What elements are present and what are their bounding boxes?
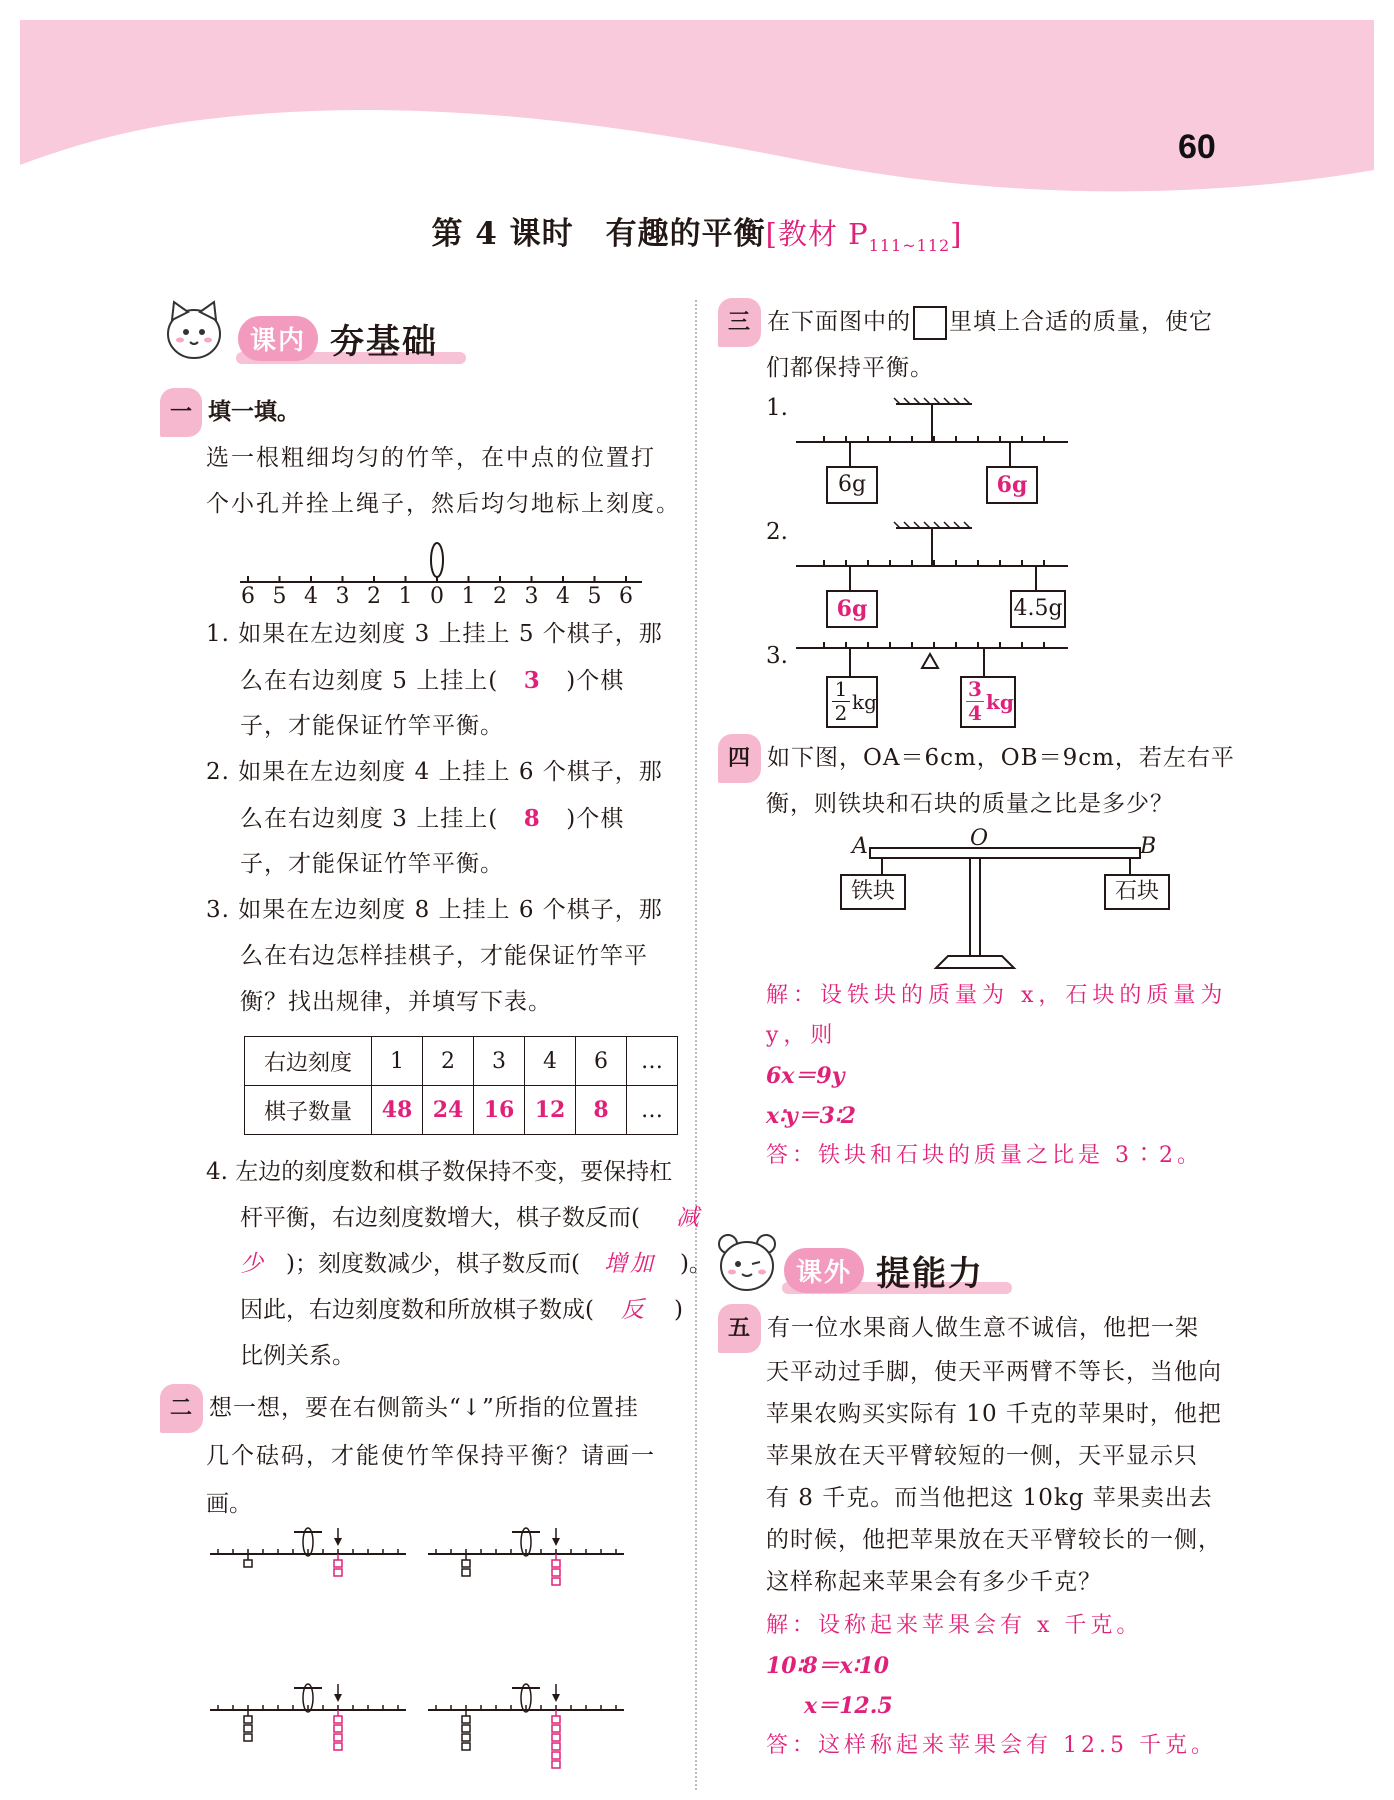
- q1-item1-line1: 1. 如果在左边刻度 3 上挂上 5 个棋子，那: [206, 621, 663, 647]
- answer-weight-block: [334, 1569, 342, 1576]
- weight-block: [244, 1734, 252, 1741]
- q3-fig3-left-fraction: [832, 678, 850, 725]
- q1-item4-text-c: )；刻度数减少，棋子数反而(: [286, 1251, 580, 1277]
- q3-fig3-right-unit: kg: [986, 690, 1014, 714]
- q1-item1-line2: [240, 658, 624, 704]
- q1-item2-text-a: 么在右边刻度 3 上挂上(: [240, 806, 499, 832]
- weight-block: [462, 1725, 470, 1732]
- q1-item4-text-a: 杆平衡，右边刻度数增大，棋子数反而(: [240, 1205, 640, 1231]
- q5-line3: 苹果农购买实际有 10 千克的苹果时，他把: [766, 1401, 1222, 1427]
- q3-fig1-left-weight: 6g: [826, 466, 878, 504]
- q2-number: 二: [160, 1384, 203, 1433]
- scale-label: 4: [304, 584, 318, 609]
- table-answer-cell: 8: [576, 1086, 627, 1135]
- weight-block: [462, 1569, 470, 1576]
- q5-text-1: 有一位水果商人做生意不诚信，他把一架: [767, 1315, 1200, 1341]
- q4-number: 四: [718, 734, 761, 783]
- scale-label: 1: [461, 584, 476, 609]
- scale-label: 6: [619, 584, 633, 609]
- q1-item4-line5: 比例关系。: [240, 1343, 355, 1369]
- answer-weight-block: [552, 1716, 560, 1723]
- table-cell: …: [627, 1086, 678, 1135]
- q3-fig2-label: 2.: [766, 519, 788, 545]
- weight-block: [244, 1725, 252, 1732]
- q3-fig3-left-numerator: 1: [832, 678, 850, 702]
- scale-label: 5: [587, 584, 602, 609]
- q1-item1-text-b: )个棋: [566, 668, 625, 694]
- scale-label: 3: [335, 584, 350, 609]
- q4-solution-line2: y，则: [766, 1023, 838, 1048]
- answer-weight-block: [334, 1716, 342, 1723]
- arrow-head: [552, 1538, 560, 1546]
- q5-line4: 苹果放在天平臂较短的一侧，天平显示只: [766, 1443, 1198, 1469]
- q1-item3-line2: 么在右边怎样挂棋子，才能保证竹竿平: [240, 943, 648, 969]
- q1-item3-line3: 衡？找出规律，并填写下表。: [240, 989, 552, 1015]
- q5-answer: 答：这样称起来苹果会有 12.5 千克。: [766, 1733, 1217, 1758]
- q2-text-1: 想一想，要在右侧箭头“↓”所指的位置挂: [209, 1395, 639, 1421]
- q3-fig3-right-fraction: [966, 678, 984, 725]
- weight-block: [462, 1716, 470, 1723]
- arrow-head: [334, 1538, 342, 1546]
- q3-fig3-left-unit: kg: [852, 690, 877, 714]
- lesson-title: [0, 208, 1394, 255]
- bear-mascot-icon: [712, 1228, 782, 1298]
- answer-weight-block: [552, 1743, 560, 1750]
- q2-line3: 画。: [206, 1491, 252, 1517]
- q1-item4-line3: [240, 1242, 712, 1287]
- q2-line1: [160, 1384, 639, 1433]
- q1-item2-line1: 2. 如果在左边刻度 4 上挂上 6 个棋子，那: [206, 759, 663, 785]
- q4-text-1: 如下图，OA＝6cm，OB＝9cm，若左右平: [767, 745, 1235, 771]
- q3-text-b: 里填上合适的质量，使它: [949, 309, 1214, 335]
- answer-weight-block: [552, 1725, 560, 1732]
- column-divider: [695, 300, 697, 1790]
- lever-table: [244, 1036, 678, 1135]
- table-cell: 3: [474, 1037, 525, 1086]
- q1-item4-text-e: 因此，右边刻度数和所放棋子数成(: [240, 1297, 594, 1323]
- q5-line6: 的时候，他把苹果放在天平臂较长的一侧，: [766, 1527, 1222, 1553]
- lesson-title-text: 第 4 课时 有趣的平衡: [431, 216, 766, 252]
- cat-mascot-icon: [158, 298, 228, 368]
- weight-block: [244, 1560, 252, 1567]
- q4-solution: [766, 976, 1246, 1176]
- q3-line1: [718, 298, 1213, 347]
- q4-lever-figure: [840, 840, 1170, 980]
- table-cell: 2: [423, 1037, 474, 1086]
- q4-line2: 衡，则铁块和石块的质量之比是多少？: [766, 791, 1174, 817]
- textbook-ref: [765, 217, 963, 255]
- answer-weight-block: [334, 1743, 342, 1750]
- arrow-head: [552, 1694, 560, 1702]
- section-title: 提能力: [876, 1254, 985, 1294]
- q1-item4-answer3: 反: [620, 1297, 647, 1323]
- section-badge-basic: [238, 314, 438, 363]
- table-row-head: 右边刻度: [245, 1037, 372, 1086]
- q3-text-a: 在下面图中的: [767, 309, 912, 335]
- q1-heading: [160, 388, 300, 437]
- section-title: 夯基础: [330, 322, 439, 362]
- scale-label: 4: [556, 584, 570, 609]
- table-cell: 4: [525, 1037, 576, 1086]
- scale-label: 2: [367, 584, 381, 609]
- scale-label: 6: [241, 584, 255, 609]
- answer-weight-block: [552, 1734, 560, 1741]
- q4-line1: [718, 734, 1235, 783]
- q1-item4-answer1a: 减: [675, 1205, 702, 1231]
- answer-weight-block: [552, 1569, 560, 1576]
- q1-item2-answer: 8: [523, 805, 541, 832]
- q1-item2-line3: 子，才能保证竹竿平衡。: [240, 851, 504, 877]
- q5-solution-line1: 解：设称起来苹果会有 x 千克。: [766, 1613, 1143, 1638]
- q2-figure-3: [210, 1686, 410, 1786]
- header-band: [0, 0, 1394, 200]
- q1-item4-answer1b: 少: [240, 1251, 266, 1277]
- q1-intro-1: 选一根粗细均匀的竹竿，在中点的位置打: [206, 445, 656, 471]
- q3-fig2-left-weight: 6g: [826, 590, 878, 628]
- q4-iron-block: 铁块: [840, 874, 906, 910]
- textbook-ref-pages: 111~112: [868, 235, 951, 255]
- q4-point-a: A: [852, 834, 868, 859]
- answer-weight-block: [334, 1725, 342, 1732]
- q4-solution-line1: 解：设铁块的质量为 x，石块的质量为: [766, 983, 1228, 1008]
- q3-fig1-label: 1.: [766, 395, 788, 421]
- q4-stone-block: 石块: [1104, 874, 1170, 910]
- q1-item3-line1: 3. 如果在左边刻度 8 上挂上 6 个棋子，那: [206, 897, 663, 923]
- scale-label: 3: [524, 584, 539, 609]
- q3-fig3-right-numerator: 3: [966, 678, 984, 702]
- weight-block: [462, 1560, 470, 1567]
- table-answer-cell: 48: [372, 1086, 423, 1135]
- q2-figure-1: [210, 1530, 410, 1600]
- q1-item2-line2: [240, 796, 624, 842]
- q5-solution: [766, 1606, 1246, 1766]
- answer-weight-block: [334, 1734, 342, 1741]
- q3-fig1-right-weight: 6g: [986, 466, 1038, 504]
- q3-fig3-right-denominator: 4: [968, 701, 982, 725]
- q3-fig3-label: 3.: [766, 643, 788, 669]
- scale-label: 5: [272, 584, 287, 609]
- q5-line7: 这样称起来苹果会有多少千克？: [766, 1569, 1102, 1595]
- page-number: 60: [1178, 128, 1216, 166]
- q1-item4-line4: [240, 1288, 683, 1333]
- q3-fig3-left-denominator: 2: [834, 701, 848, 725]
- table-row-head: 棋子数量: [245, 1086, 372, 1135]
- q1-item4-answer2: 增加: [603, 1251, 656, 1277]
- section-pill: 课内: [238, 316, 318, 361]
- weight-block: [462, 1743, 470, 1750]
- q5-number: 五: [718, 1304, 761, 1353]
- textbook-ref-suffix: ]: [950, 217, 963, 251]
- q1-item1-line3: 子，才能保证竹竿平衡。: [240, 713, 504, 739]
- q1-title: 填一填。: [208, 399, 301, 425]
- q5-line2: 天平动过手脚，使天平两臂不等长，当他向: [766, 1359, 1222, 1385]
- weight-block: [244, 1716, 252, 1723]
- section-badge-extend: [784, 1246, 984, 1295]
- q1-item4-text-d: )。: [679, 1251, 712, 1277]
- q4-point-b: B: [1140, 834, 1157, 859]
- table-row: [245, 1086, 678, 1135]
- q3-fig3-left-weight: [826, 676, 878, 728]
- answer-weight-block: [552, 1752, 560, 1759]
- weight-block: [462, 1734, 470, 1741]
- q4-point-o: O: [970, 826, 989, 851]
- q1-item1-text-a: 么在右边刻度 5 上挂上(: [240, 668, 499, 694]
- q1-item4-line1: 4. 左边的刻度数和棋子数保持不变，要保持杠: [206, 1159, 673, 1185]
- table-answer-cell: 16: [474, 1086, 525, 1135]
- q2-line2: 几个砝码，才能使竹竿保持平衡？请画一: [206, 1443, 656, 1469]
- scale-label: 1: [398, 584, 413, 609]
- q4-equation2: x∶y＝3∶2: [766, 1103, 856, 1129]
- q2-figure-2: [428, 1530, 628, 1600]
- q2-figure-4: [428, 1686, 628, 1786]
- q1-item4-text-f: ): [673, 1297, 683, 1323]
- section-pill: 课外: [784, 1248, 864, 1293]
- table-cell: 1: [372, 1037, 423, 1086]
- arrow-head: [334, 1694, 342, 1702]
- q1-number: 一: [160, 388, 202, 437]
- q5-equation1: 10∶8＝x∶10: [766, 1653, 890, 1679]
- q1-intro-2: 个小孔并拴上绳子，然后均匀地标上刻度。: [206, 491, 681, 517]
- q5-equation2: x＝12.5: [804, 1693, 893, 1719]
- q3-fig2-right-weight: 4.5g: [1010, 590, 1066, 628]
- table-cell: …: [627, 1037, 678, 1086]
- table-answer-cell: 24: [423, 1086, 474, 1135]
- table-cell: 6: [576, 1037, 627, 1086]
- q4-answer: 答：铁块和石块的质量之比是 3∶2。: [766, 1143, 1203, 1168]
- q4-equation1: 6x＝9y: [766, 1063, 845, 1089]
- scale-label: 2: [493, 584, 507, 609]
- blank-box-icon: [913, 306, 947, 340]
- q3-line2: 们都保持平衡。: [766, 355, 934, 381]
- answer-weight-block: [334, 1560, 342, 1567]
- q1-item4-line2: [240, 1196, 702, 1241]
- answer-weight-block: [552, 1578, 560, 1585]
- q3-number: 三: [718, 298, 761, 347]
- q3-figure-3: [796, 640, 1076, 680]
- table-row: [245, 1037, 678, 1086]
- q3-fig3-right-weight: [960, 676, 1016, 728]
- q1-item1-answer: 3: [523, 667, 541, 694]
- q5-line1: [718, 1304, 1199, 1353]
- answer-weight-block: [552, 1560, 560, 1567]
- q5-line5: 有 8 千克。而当他把这 10kg 苹果卖出去: [766, 1485, 1213, 1511]
- table-answer-cell: 12: [525, 1086, 576, 1135]
- textbook-ref-prefix: [教材 P: [765, 217, 869, 251]
- q1-item2-text-b: )个棋: [566, 806, 625, 832]
- scale-label: 0: [430, 584, 444, 609]
- answer-weight-block: [552, 1761, 560, 1768]
